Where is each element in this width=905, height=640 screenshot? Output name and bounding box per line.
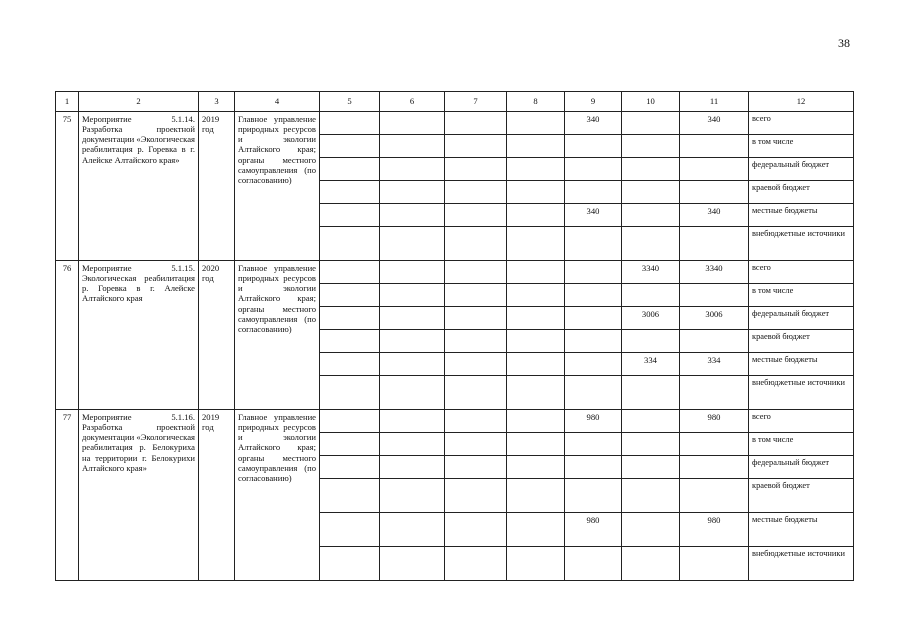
amount-cell: 980 [680,410,749,433]
amount-cell: 334 [622,353,680,376]
empty-cell [320,410,380,433]
empty-cell [320,181,380,204]
row-number: 77 [56,410,79,581]
funding-source: краевой бюджет [749,330,854,353]
empty-cell [445,181,507,204]
empty-cell [445,479,507,513]
funding-source: краевой бюджет [749,181,854,204]
empty-cell [380,284,445,307]
amount-cell [565,261,622,284]
empty-cell [380,181,445,204]
amount-cell [680,479,749,513]
empty-cell [445,513,507,547]
column-header: 3 [199,92,235,112]
amount-cell [622,330,680,353]
empty-cell [507,330,565,353]
amount-cell [565,284,622,307]
executor-cell: Главное управление природных ресурсов и экологии Алтайского края; органы местного самоуправления (по согласованию) [235,261,320,410]
amount-cell: 340 [680,112,749,135]
amount-cell [680,284,749,307]
empty-cell [507,376,565,410]
amount-cell: 3340 [680,261,749,284]
amount-cell [565,135,622,158]
empty-cell [320,479,380,513]
empty-cell [507,513,565,547]
funding-source: краевой бюджет [749,479,854,513]
amount-cell [680,433,749,456]
empty-cell [445,410,507,433]
empty-cell [507,204,565,227]
empty-cell [445,353,507,376]
funding-source: внебюджетные источники [749,227,854,261]
amount-cell: 340 [680,204,749,227]
empty-cell [320,330,380,353]
funding-source: федеральный бюджет [749,307,854,330]
amount-cell [622,433,680,456]
amount-cell [622,204,680,227]
empty-cell [320,456,380,479]
empty-cell [320,376,380,410]
budget-table [55,91,854,581]
amount-cell [565,227,622,261]
funding-source: в том числе [749,284,854,307]
funding-source: всего [749,261,854,284]
amount-cell [622,513,680,547]
empty-cell [320,284,380,307]
empty-cell [380,135,445,158]
executor-cell: Главное управление природных ресурсов и экологии Алтайского края; органы местного самоуправления (по согласованию) [235,112,320,261]
amount-cell [622,284,680,307]
table-row [56,261,854,284]
empty-cell [320,547,380,581]
amount-cell [565,456,622,479]
funding-source: федеральный бюджет [749,456,854,479]
column-header: 7 [445,92,507,112]
funding-source: федеральный бюджет [749,158,854,181]
empty-cell [320,307,380,330]
empty-cell [445,261,507,284]
empty-cell [320,158,380,181]
funding-source: всего [749,410,854,433]
empty-cell [320,227,380,261]
empty-cell [380,204,445,227]
empty-cell [507,112,565,135]
empty-cell [380,112,445,135]
amount-cell [622,547,680,581]
amount-cell: 340 [565,204,622,227]
amount-cell: 980 [565,410,622,433]
amount-cell [622,479,680,513]
amount-cell [565,158,622,181]
empty-cell [380,261,445,284]
funding-source: местные бюджеты [749,353,854,376]
empty-cell [445,330,507,353]
empty-cell [507,433,565,456]
amount-cell: 3006 [622,307,680,330]
amount-cell [565,479,622,513]
empty-cell [445,456,507,479]
amount-cell [622,410,680,433]
empty-cell [380,513,445,547]
year-cell: 2019 год [199,112,235,261]
empty-cell [320,135,380,158]
funding-source: местные бюджеты [749,204,854,227]
funding-source: в том числе [749,433,854,456]
amount-cell: 3006 [680,307,749,330]
amount-cell [622,456,680,479]
empty-cell [320,513,380,547]
amount-cell [565,307,622,330]
empty-cell [380,479,445,513]
amount-cell [565,376,622,410]
empty-cell [507,410,565,433]
amount-cell [622,376,680,410]
year-cell: 2019 год [199,410,235,581]
amount-cell [680,135,749,158]
amount-cell [680,376,749,410]
empty-cell [445,433,507,456]
amount-cell [622,181,680,204]
empty-cell [445,227,507,261]
empty-cell [380,330,445,353]
empty-cell [445,284,507,307]
column-header: 4 [235,92,320,112]
empty-cell [380,433,445,456]
executor-cell: Главное управление природных ресурсов и экологии Алтайского края; органы местного самоуправления (по согласованию) [235,410,320,581]
empty-cell [507,307,565,330]
empty-cell [445,204,507,227]
header-row [56,92,854,112]
amount-cell [680,547,749,581]
table-row [56,410,854,433]
empty-cell [507,284,565,307]
funding-source: всего [749,112,854,135]
empty-cell [380,547,445,581]
amount-cell: 340 [565,112,622,135]
amount-cell [680,227,749,261]
empty-cell [380,376,445,410]
empty-cell [507,479,565,513]
row-number: 75 [56,112,79,261]
empty-cell [380,456,445,479]
amount-cell [565,433,622,456]
empty-cell [380,353,445,376]
empty-cell [320,353,380,376]
empty-cell [320,433,380,456]
empty-cell [445,112,507,135]
empty-cell [445,547,507,581]
empty-cell [320,112,380,135]
amount-cell [680,456,749,479]
empty-cell [507,353,565,376]
empty-cell [445,376,507,410]
empty-cell [507,181,565,204]
column-header: 12 [749,92,854,112]
table-row [56,112,854,135]
empty-cell [445,307,507,330]
empty-cell [507,135,565,158]
amount-cell [622,158,680,181]
column-header: 9 [565,92,622,112]
empty-cell [507,456,565,479]
amount-cell: 334 [680,353,749,376]
empty-cell [380,227,445,261]
empty-cell [507,158,565,181]
empty-cell [445,158,507,181]
column-header: 5 [320,92,380,112]
funding-source: в том числе [749,135,854,158]
column-header: 11 [680,92,749,112]
column-header: 8 [507,92,565,112]
funding-source: внебюджетные источники [749,376,854,410]
measure-name: Мероприятие 5.1.15. Экологическая реабилитация р. Горевка в г. Алейске Алтайского края [79,261,199,410]
amount-cell [622,135,680,158]
measure-name: Мероприятие 5.1.16. Разработка проектной документации «Экологическая реабилитация р. Белокуриха на территории г. Белокурихи Алтайского края» [79,410,199,581]
empty-cell [507,227,565,261]
row-number: 76 [56,261,79,410]
empty-cell [507,547,565,581]
empty-cell [320,261,380,284]
amount-cell [565,330,622,353]
amount-cell: 980 [680,513,749,547]
amount-cell: 980 [565,513,622,547]
empty-cell [380,307,445,330]
amount-cell: 3340 [622,261,680,284]
amount-cell [680,330,749,353]
empty-cell [507,261,565,284]
amount-cell [622,112,680,135]
amount-cell [680,181,749,204]
measure-name: Мероприятие 5.1.14. Разработка проектной документации «Экологическая реабилитация р. Горевка в г. Алейске Алтайского края» [79,112,199,261]
empty-cell [320,204,380,227]
amount-cell [622,227,680,261]
column-header: 6 [380,92,445,112]
column-header: 2 [79,92,199,112]
funding-source: внебюджетные источники [749,547,854,581]
amount-cell [565,181,622,204]
amount-cell [565,353,622,376]
empty-cell [445,135,507,158]
amount-cell [680,158,749,181]
column-header: 10 [622,92,680,112]
funding-source: местные бюджеты [749,513,854,547]
year-cell: 2020 год [199,261,235,410]
page-number: 38 [838,36,850,50]
column-header: 1 [56,92,79,112]
empty-cell [380,410,445,433]
empty-cell [380,158,445,181]
amount-cell [565,547,622,581]
